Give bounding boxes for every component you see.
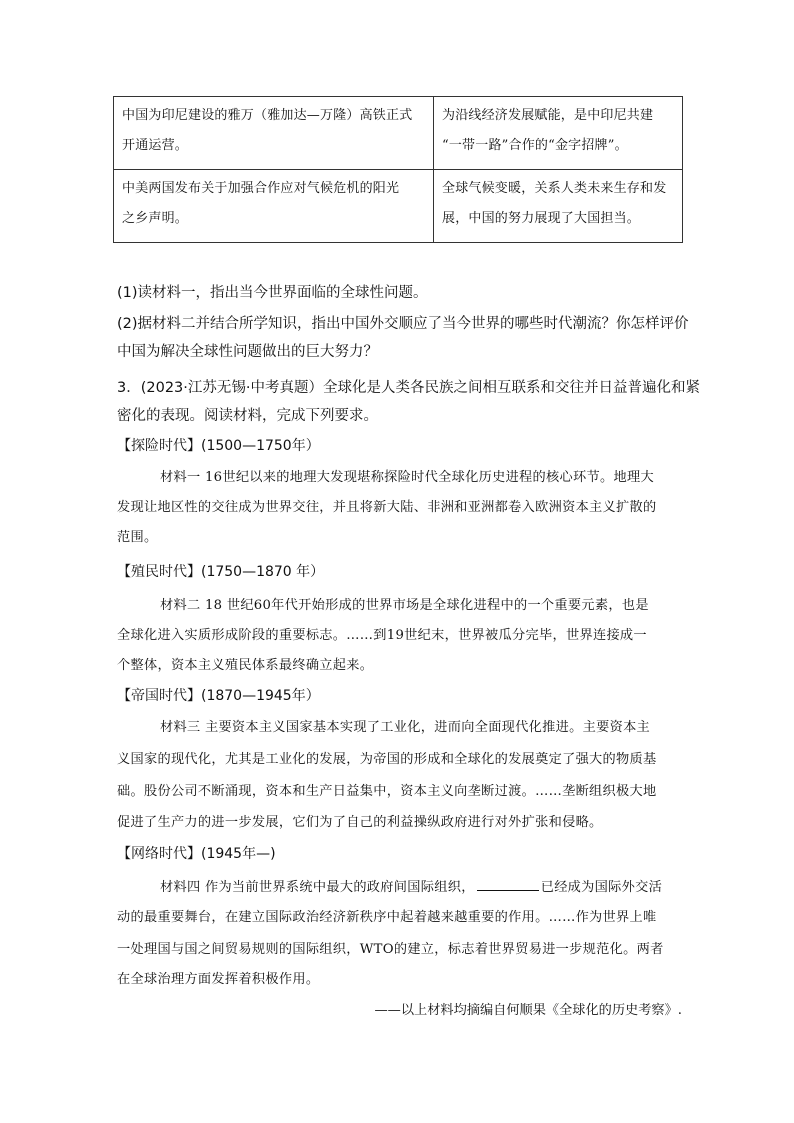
source-citation: ——以上材料均摘编自何顺果《全球化的历史考察》. [374, 1003, 682, 1018]
cell-text: 全球气候变暖，关系人类未来生存和发 [442, 181, 667, 196]
cell-text: 展，中国的努力展现了大国担当。 [442, 211, 641, 226]
question-3-line-1: 3．(2023·江苏无锡·中考真题）全球化是人类各民族之间相互联系和交往并日益普遍化和紧 [117, 380, 700, 396]
cell-text: 中美两国发布关于加强合作应对气候危机的阳光 [122, 181, 400, 196]
material-4-line [160, 876, 681, 898]
material-4-text: 已经成为国际外交活 [540, 880, 663, 895]
material-3-line: 材料三 主要资本主义国家基本实现了工业化，进而向全面现代化推进。主要资本主 [160, 720, 651, 735]
table-row [114, 170, 683, 243]
material-3-line: 义国家的现代化，尤其是工业化的发展，为帝国的形成和全球化的发展奠定了强大的物质基 [117, 752, 657, 767]
era-heading-colonial: 【殖民时代】(1750—1870 年） [117, 564, 325, 580]
material-4-line: 动的最重要舞台，在建立国际政治经济新秩序中起着越来越重要的作用。……作为世界上唯 [117, 910, 657, 925]
material-2-line: 材料二 18 世纪60年代开始形成的世界市场是全球化进程中的一个重要元素，也是 [160, 598, 649, 613]
cell-text: 为沿线经济发展赋能，是中印尼共建 [442, 108, 654, 123]
table-row [114, 97, 683, 170]
question-2-line-2: 中国为解决全球性问题做出的巨大努力？ [117, 344, 378, 360]
era-heading-exploration: 【探险时代】(1500—1750年） [117, 438, 320, 454]
era-heading-network: 【网络时代】(1945年—) [117, 846, 276, 862]
material-2-line: 全球化进入实质形成阶段的重要标志。……到19世纪末，世界被瓜分完毕，世界连接成一 [117, 628, 647, 643]
material-2-line: 个整体，资本主义殖民体系最终确立起来。 [117, 658, 374, 673]
table-cell-significance [434, 170, 683, 243]
material-1-line: 材料一 16世纪以来的地理大发现堪称探险时代全球化历史进程的核心环节。地理大 [160, 470, 654, 485]
question-3-line-2: 密化的表现。阅读材料，完成下列要求。 [117, 408, 378, 424]
material-table [113, 96, 683, 243]
material-1-line: 发现让地区性的交往成为世界交往，并且将新大陆、非洲和亚洲都卷入欧洲资本主义扩散的 [117, 500, 657, 515]
table-cell-significance [434, 97, 683, 170]
cell-text: 开通运营。 [122, 138, 189, 153]
table-cell-event [114, 97, 434, 170]
material-4-text: 材料四 作为当前世界系统中最大的政府间国际组织， [160, 880, 475, 895]
question-1: (1)读材料一，指出当今世界面临的全球性问题。 [117, 285, 428, 301]
material-1-line: 范围。 [117, 530, 158, 545]
cell-text: 中国为印尼建设的雅万（雅加达—万隆）高铁正式 [122, 108, 413, 123]
material-4-line: 一处理国与国之间贸易规则的国际组织，WTO的建立，标志着世界贸易进一步规范化。两者 [117, 942, 664, 957]
table-cell-event [114, 170, 434, 243]
era-heading-imperial: 【帝国时代】(1870—1945年） [117, 688, 320, 704]
material-3-line: 础。股份公司不断涌现，资本和生产日益集中，资本主义向垄断过渡。……垄断组织极大地 [117, 784, 657, 799]
cell-text: “一带一路”合作的“金字招牌”。 [442, 138, 628, 153]
fill-in-blank [477, 876, 539, 891]
material-3-line: 促进了生产力的进一步发展，它们为了自己的利益操纵政府进行对外扩张和侵略。 [117, 815, 603, 830]
question-2-line-1: (2)据材料二并结合所学知识，指出中国外交顺应了当今世界的哪些时代潮流？你怎样评价 [117, 316, 689, 332]
material-4-line: 在全球治理方面发挥着积极作用。 [117, 972, 320, 987]
cell-text: 之乡声明。 [122, 211, 189, 226]
